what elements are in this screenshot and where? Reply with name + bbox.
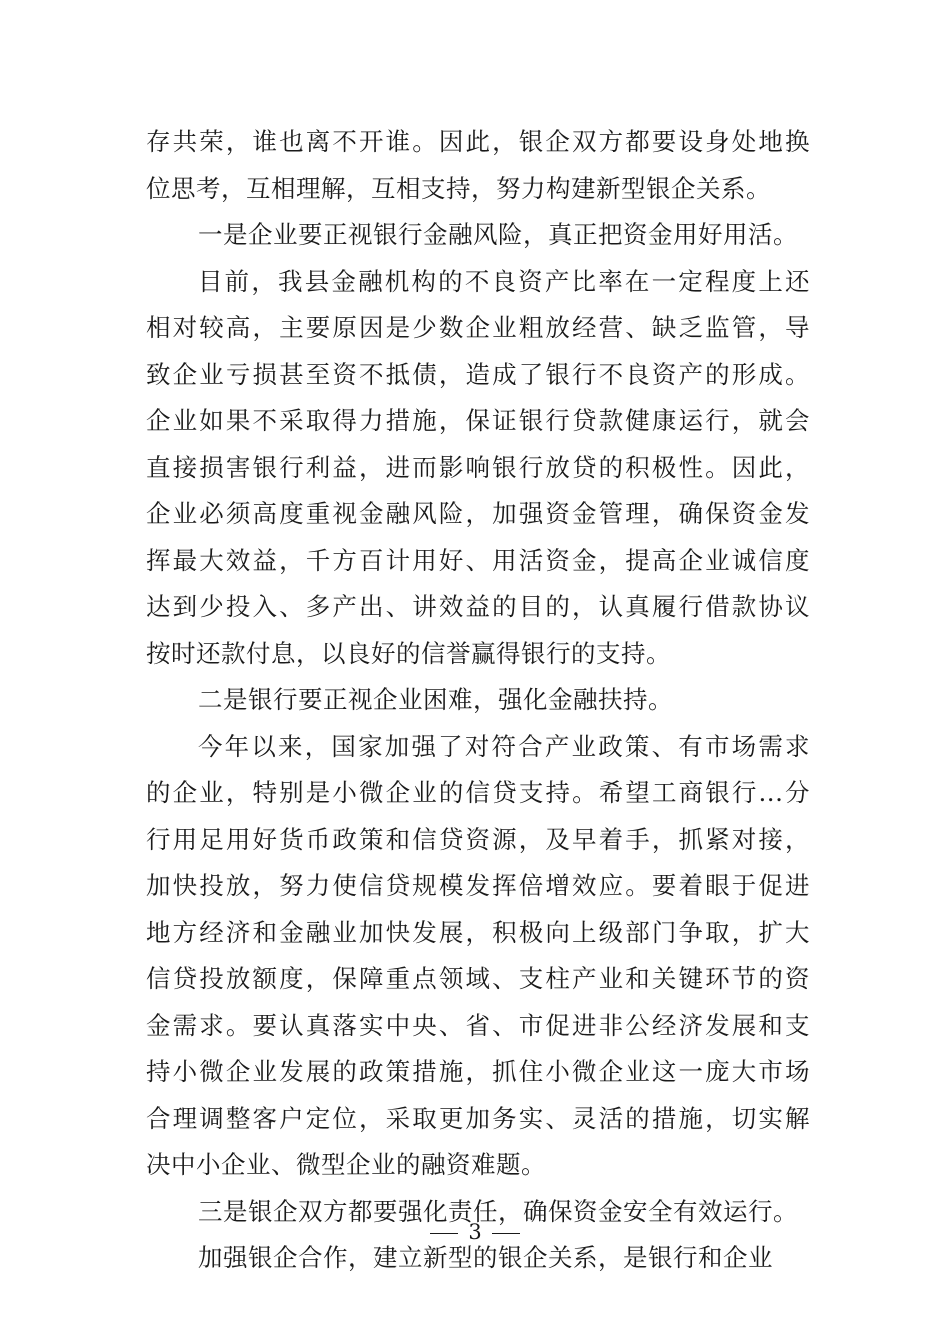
text-line: 地方经济和金融业加快发展，积极向上级部门争取，扩大 — [146, 917, 810, 947]
text-line: 合理调整客户定位，采取更加务实、灵活的措施，切实解 — [146, 1103, 810, 1133]
text-line: 信贷投放额度，保障重点领域、支柱产业和关键环节的资 — [146, 964, 810, 993]
text-line: 企业必须高度重视金融风险，加强资金管理，确保资金发 — [146, 499, 810, 528]
text-line: 决中小企业、微型企业的融资难题。 — [146, 1150, 546, 1179]
paragraph-start: 目前，我县金融机构的不良资产比率在一定程度上还 — [198, 266, 810, 296]
section-heading-one: 一是企业要正视银行金融风险，真正把资金用好用活。 — [198, 220, 798, 249]
text-line: 挥最大效益，千方百计用好、用活资金，提高企业诚信度 — [146, 545, 810, 575]
text-line: 致企业亏损甚至资不抵债，造成了银行不良资产的形成。 — [146, 359, 810, 389]
section-heading-three: 三是银企双方都要强化责任，确保资金安全有效运行。 — [198, 1196, 798, 1226]
text-line: 按时还款付息，以良好的信誉赢得银行的支持。 — [146, 638, 671, 668]
text-line: 达到少投入、多产出、讲效益的目的，认真履行借款协议 — [146, 592, 810, 621]
paragraph-start: 加强银企合作，建立新型的银企关系，是银行和企业 — [198, 1243, 773, 1272]
footer-left-dash — [430, 1233, 458, 1234]
page-footer — [0, 1217, 950, 1247]
footer-right-dash — [492, 1233, 520, 1234]
text-line: 行用足用好货币政策和信贷资源，及早着手，抓紧对接， — [146, 824, 810, 854]
text-line: 企业如果不采取得力措施，保证银行贷款健康运行，就会 — [146, 406, 810, 435]
document-body — [146, 119, 810, 1282]
section-heading-two: 二是银行要正视企业困难，强化金融扶持。 — [198, 685, 673, 714]
text-line: 持小微企业发展的政策措施，抓住小微企业这一庞大市场 — [146, 1057, 810, 1086]
paragraph-start: 今年以来，国家加强了对符合产业政策、有市场需求 — [198, 731, 810, 761]
text-line: 存共荣，谁也离不开谁。因此，银企双方都要设身处地换 — [146, 127, 810, 156]
page-number: 3 — [468, 1220, 482, 1244]
text-line: 的企业，特别是小微企业的信贷支持。希望工商银行...分 — [146, 778, 810, 807]
text-line: 直接损害银行利益，进而影响银行放贷的积极性。因此， — [146, 452, 810, 482]
text-line: 金需求。要认真落实中央、省、市促进非公经济发展和支 — [146, 1010, 810, 1040]
text-line: 相对较高，主要原因是少数企业粗放经营、缺乏监管，导 — [146, 313, 810, 342]
text-line: 位思考，互相理解，互相支持，努力构建新型银企关系。 — [146, 173, 771, 203]
text-line: 加快投放，努力使信贷规模发挥倍增效应。要着眼于促进 — [146, 871, 810, 900]
